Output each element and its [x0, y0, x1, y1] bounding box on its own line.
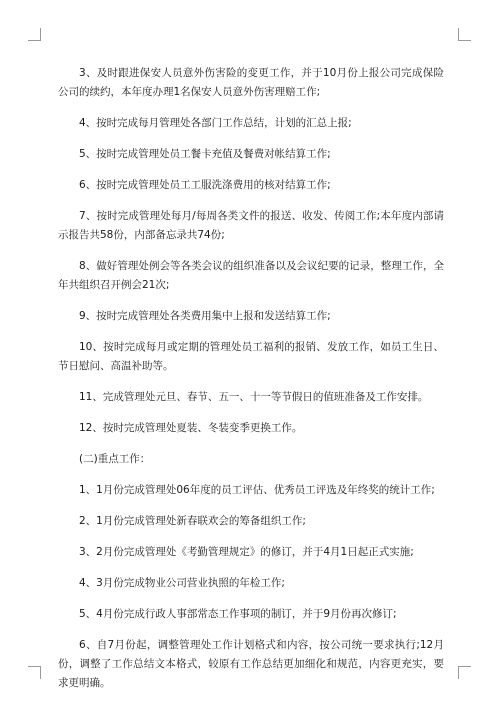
paragraph: 5、4月份完成行政人事部常态工作事项的制订，并于9月份再次修订; — [79, 608, 397, 620]
paragraph: 7、按时完成管理处每月/每周各类文件的报送、收发、传阅工作;本年度内部请示报告共58份，内部备忘录共74份; — [58, 210, 444, 241]
crop-mark-bottom-right — [458, 666, 471, 679]
document-body — [58, 64, 444, 705]
crop-mark-bottom-left — [28, 666, 41, 679]
crop-mark-top-right — [458, 28, 471, 41]
section-heading: (二)重点工作： — [79, 453, 151, 465]
paragraph: 6、自7月份起，调整管理处工作计划格式和内容，按公司统一要求执行;12月份，调整了工作总结文本格式，较原有工作总结更加细化和规范，内容更充实，要求更明确。 — [58, 639, 444, 689]
paragraph: 10、按时完成每月或定期的管理处员工福利的报销、发放工作，如员工生日、节日慰问、高温补助等。 — [58, 341, 444, 372]
paragraph: 1、1月份完成管理处06年度的员工评估、优秀员工评选及年终奖的统计工作; — [79, 484, 435, 496]
paragraph: 5、按时完成管理处员工餐卡充值及餐费对帐结算工作; — [79, 148, 331, 160]
paragraph: 4、按时完成每月管理处各部门工作总结，计划的汇总上报; — [79, 117, 352, 129]
paragraph: 2、1月份完成管理处新春联欢会的筹备组织工作; — [79, 515, 306, 527]
paragraph: 4、3月份完成物业公司营业执照的年检工作; — [79, 577, 285, 589]
paragraph: 9、按时完成管理处各类费用集中上报和发送结算工作; — [79, 310, 331, 322]
paragraph: 12、按时完成管理处夏装、冬装变季更换工作。 — [79, 422, 303, 434]
paragraph: 3、2月份完成管理处《考勤管理规定》的修订，并于4月1日起正式实施; — [79, 546, 414, 558]
paragraph: 8、做好管理处例会等各类会议的组织准备以及会议纪要的记录，整理工作，全年共组织召开例会21次; — [58, 260, 444, 291]
paragraph: 3、及时跟进保安人员意外伤害险的变更工作，并于10月份上报公司完成保险公司的续约，本年度办理1名保安人员意外伤害理赔工作; — [58, 67, 444, 98]
crop-mark-top-left — [28, 28, 41, 41]
paragraph: 6、按时完成管理处员工工服洗涤费用的核对结算工作; — [79, 179, 331, 191]
paragraph: 11、完成管理处元旦、春节、五一、十一等节假日的值班准备及工作安排。 — [79, 391, 429, 403]
